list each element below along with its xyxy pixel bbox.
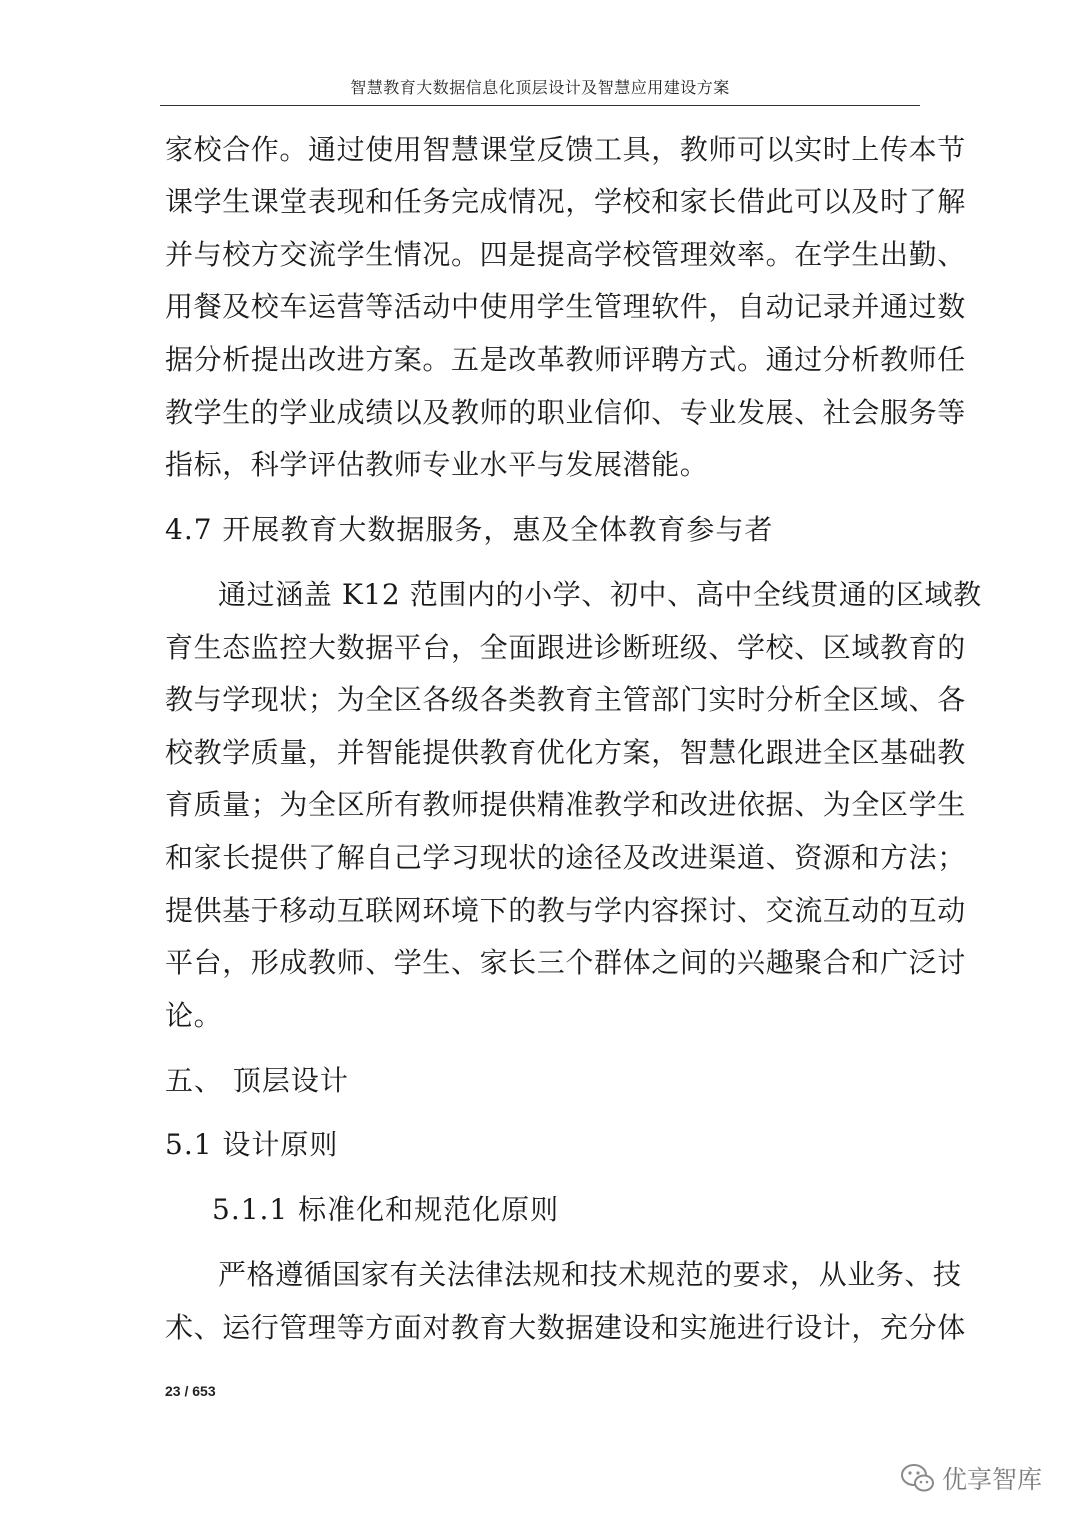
paragraph-line: 指标，科学评估教师专业水平与发展潜能。 <box>165 448 709 481</box>
paragraph-line: 育生态监控大数据平台，全面跟进诊断班级、学校、区域教育的 <box>165 631 966 664</box>
header-divider <box>160 105 920 106</box>
section-heading-4-7: 4.7 开展教育大数据服务，惠及全体教育参与者 <box>165 513 774 546</box>
paragraph-line: 和家长提供了解自己学习现状的途径及改进渠道、资源和方法； <box>165 841 966 874</box>
paragraph-line: 平台，形成教师、学生、家长三个群体之间的兴趣聚合和广泛讨 <box>165 946 966 979</box>
paragraph-line: 严格遵循国家有关法律法规和技术规范的要求，从业务、技 <box>218 1258 962 1291</box>
paragraph-line: 用餐及校车运营等活动中使用学生管理软件，自动记录并通过数 <box>165 290 966 323</box>
paragraph-line: 据分析提出改进方案。五是改革教师评聘方式。通过分析教师任 <box>165 343 966 376</box>
paragraph-line: 论。 <box>165 999 223 1032</box>
paragraph-line: 校教学质量，并智能提供教育优化方案，智慧化跟进全区基础教 <box>165 736 966 769</box>
subsection-heading-5-1-1: 5.1.1 标准化和规范化原则 <box>212 1193 560 1226</box>
paragraph-line: 通过涵盖 K12 范围内的小学、初中、高中全线贯通的区域教 <box>218 578 982 611</box>
wechat-icon <box>900 1462 936 1494</box>
paragraph-line: 术、运行管理等方面对教育大数据建设和实施进行设计，充分体 <box>165 1311 966 1344</box>
page-number: 23 / 653 <box>165 1383 216 1399</box>
paragraph-line: 并与校方交流学生情况。四是提高学校管理效率。在学生出勤、 <box>165 238 966 271</box>
paragraph-line: 育质量；为全区所有教师提供精准教学和改进依据、为全区学生 <box>165 788 966 821</box>
paragraph-line: 家校合作。通过使用智慧课堂反馈工具，教师可以实时上传本节 <box>165 133 966 166</box>
chapter-heading-5: 五、 顶层设计 <box>165 1064 349 1097</box>
watermark-label: 优享智库 <box>942 1465 1043 1494</box>
paragraph-line: 教与学现状；为全区各级各类教育主管部门实时分析全区域、各 <box>165 683 966 716</box>
paragraph-line: 教学生的学业成绩以及教师的职业信仰、专业发展、社会服务等 <box>165 396 966 429</box>
running-header: 智慧教育大数据信息化顶层设计及智慧应用建设方案 <box>350 78 730 97</box>
paragraph-line: 提供基于移动互联网环境下的教与学内容探讨、交流互动的互动 <box>165 894 966 927</box>
watermark <box>900 1458 1042 1498</box>
section-heading-5-1: 5.1 设计原则 <box>165 1128 339 1161</box>
paragraph-line: 课学生课堂表现和任务完成情况，学校和家长借此可以及时了解 <box>165 185 966 218</box>
